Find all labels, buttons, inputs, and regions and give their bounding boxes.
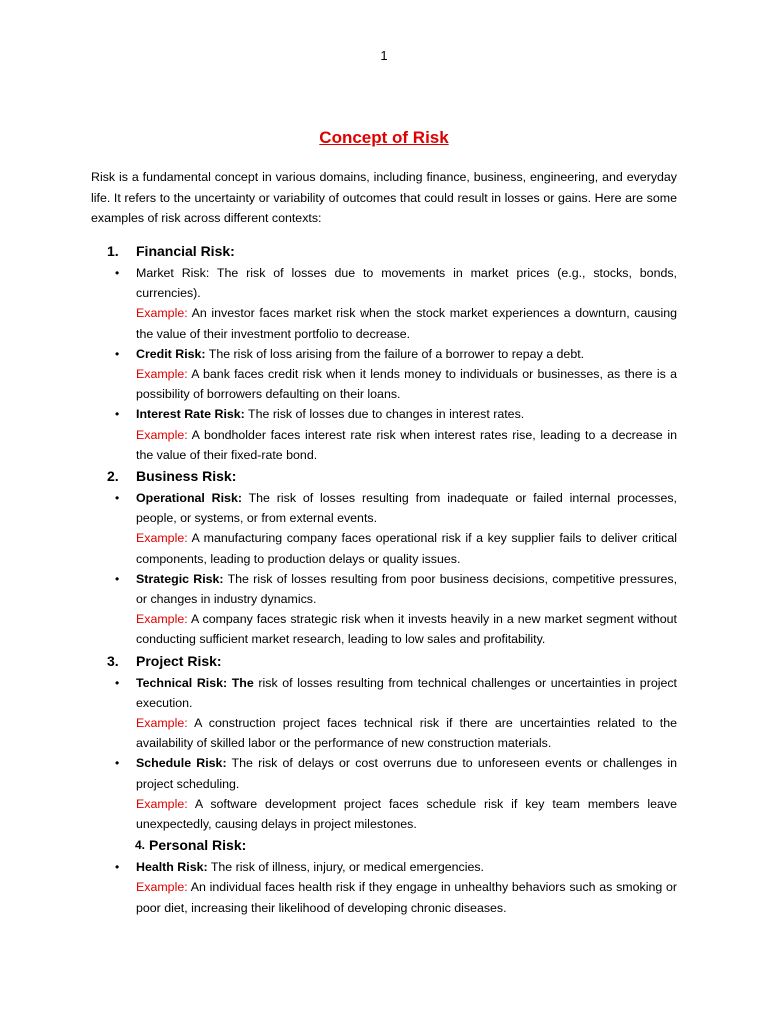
example-line <box>136 609 677 649</box>
example-line <box>136 713 677 753</box>
list-item <box>91 569 677 650</box>
example-text: An investor faces market risk when the stock market experiences a downturn, causing the value of their investment portfolio to decrease. <box>136 306 677 341</box>
section-number: 2. <box>107 468 119 485</box>
item-description: The risk of loss arising from the failure of a borrower to repay a debt. <box>205 346 585 361</box>
section-personal-risk <box>91 834 677 918</box>
list-item <box>91 673 677 754</box>
example-text: A bank faces credit risk when it lends money to individuals or businesses, as there is a possibility of borrowers defaulting on their loans. <box>136 367 677 402</box>
section-number: 4. <box>135 838 146 853</box>
bullet-icon: • <box>115 266 120 280</box>
risk-list <box>91 488 677 650</box>
section-number: 3. <box>107 652 119 669</box>
section-financial-risk <box>91 240 677 465</box>
item-term: Operational Risk: <box>136 491 242 506</box>
section-number: 1. <box>107 243 119 259</box>
list-item <box>91 404 677 465</box>
item-description: The risk of illness, injury, or medical emergencies. <box>207 860 484 875</box>
example-label: Example: <box>136 367 188 382</box>
item-description: risk of losses resulting from technical challenges or uncertainties in project execution. <box>136 675 677 710</box>
example-text: A construction project faces technical risk if there are uncertainties related to the availability of skilled labor or the performance of new construction materials. <box>136 716 677 751</box>
list-item <box>91 488 677 569</box>
section-heading <box>91 650 677 673</box>
bullet-icon: • <box>115 571 120 586</box>
list-item <box>91 263 677 344</box>
item-description: Market Risk: The risk of losses due to movements in market prices (e.g., stocks, bonds, currencies). <box>136 266 677 301</box>
example-line <box>136 794 677 834</box>
bullet-icon: • <box>115 860 120 875</box>
section-heading <box>91 240 677 263</box>
page-number: 1 <box>380 48 388 63</box>
example-label: Example: <box>136 880 188 895</box>
risk-sections <box>91 240 677 918</box>
bullet-icon: • <box>115 346 120 361</box>
section-title: Personal Risk: <box>149 837 247 854</box>
example-line <box>136 877 677 917</box>
example-text: A company faces strategic risk when it invests heavily in a new market segment without conducting sufficient market research, leading to low sales and profitability. <box>136 612 677 647</box>
example-label: Example: <box>136 716 188 731</box>
example-text: An individual faces health risk if they engage in unhealthy behaviors such as smoking or poor diet, increasing their likelihood of developing chronic diseases. <box>136 880 677 915</box>
page-title: Concept of Risk <box>319 128 449 147</box>
example-label: Example: <box>136 427 188 442</box>
example-text: A software development project faces schedule risk if key team members leave unexpectedly, causing delays in project milestones. <box>136 796 677 832</box>
section-title: Business Risk: <box>136 468 237 485</box>
item-term: Schedule Risk: <box>136 756 227 771</box>
example-text: A bondholder faces interest rate risk when interest rates rise, leading to a decrease in the value of their fixed-rate bond. <box>136 427 677 462</box>
list-item <box>91 857 677 918</box>
bullet-icon: • <box>115 491 120 506</box>
section-heading <box>91 834 677 857</box>
section-title: Project Risk: <box>136 652 222 669</box>
example-label: Example: <box>136 612 188 627</box>
section-project-risk <box>91 650 677 835</box>
example-label: Example: <box>136 531 188 546</box>
bullet-icon: • <box>115 756 120 771</box>
intro-paragraph: Risk is a fundamental concept in various domains, including finance, business, engineering, and everyday life. It refers to the uncertainty or variability of outcomes that could result in losses or gains. Here are some examples of risk across different contexts: <box>91 170 677 225</box>
item-term: Strategic Risk: <box>136 571 224 586</box>
list-item <box>91 753 677 834</box>
item-description: The risk of delays or cost overruns due to unforeseen events or challenges in project scheduling. <box>136 756 677 791</box>
item-term: Credit Risk: <box>136 346 206 361</box>
section-business-risk <box>91 465 677 650</box>
example-line <box>136 528 677 568</box>
item-description: The risk of losses resulting from poor business decisions, competitive pressures, or changes in industry dynamics. <box>136 571 678 607</box>
item-description: The risk of losses due to changes in interest rates. <box>244 407 525 422</box>
example-label: Example: <box>136 796 188 811</box>
risk-list <box>91 263 677 465</box>
bullet-icon: • <box>115 675 120 690</box>
section-heading <box>91 465 677 488</box>
section-title: Financial Risk: <box>136 243 235 259</box>
example-line <box>136 425 677 465</box>
item-description: The risk of losses resulting from inadequate or failed internal processes, people, or systems, or from external events. <box>136 491 678 526</box>
item-term: Health Risk: <box>136 860 208 875</box>
bullet-icon: • <box>115 407 120 422</box>
example-label: Example: <box>136 306 188 321</box>
item-term: Interest Rate Risk: <box>136 407 245 422</box>
example-line <box>136 364 677 404</box>
example-text: A manufacturing company faces operational risk if a key supplier fails to deliver critical components, leading to production delays or quality issues. <box>136 531 677 566</box>
risk-list <box>91 857 677 918</box>
risk-list <box>91 673 677 835</box>
list-item <box>91 344 677 405</box>
example-line <box>136 303 677 343</box>
item-term: Technical Risk: The <box>136 675 254 690</box>
